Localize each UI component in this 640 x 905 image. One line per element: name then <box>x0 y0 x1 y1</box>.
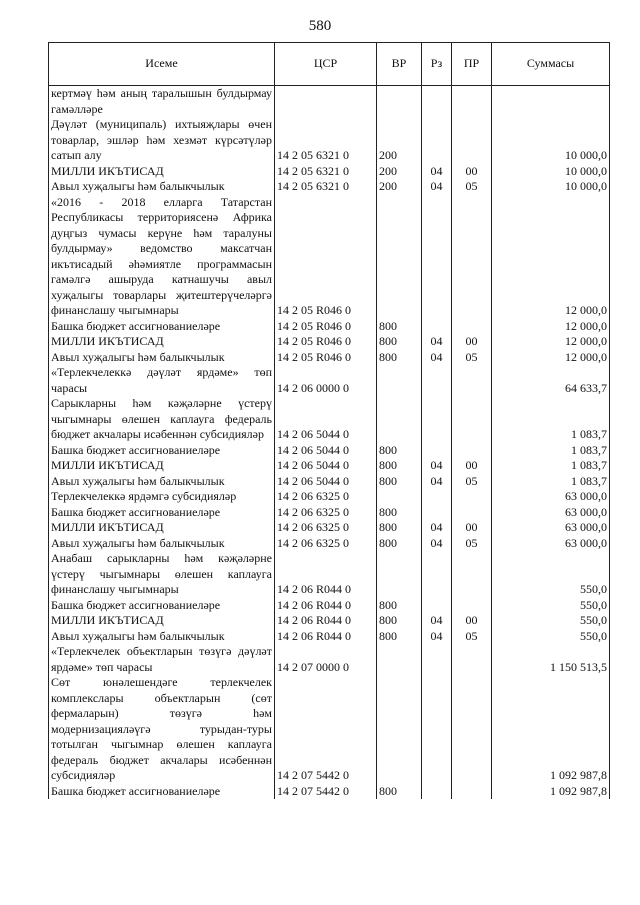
table-row <box>49 86 610 118</box>
cell-code: 14 2 05 R046 0 <box>275 350 377 366</box>
cell-name: Сөт юнәлешендәге терлекчелек комплекслары объектларын (сөт фермаларын) төзүгә һәм модернизацияләүгә турыдан-туры тотылган чыгымнар өлешен каплауга федераль бюджет акчалары исәбеннән субсидияләр <box>49 675 275 784</box>
cell-name: Сарыкларны һәм кәҗәләрне үстерү чыгымнары өлешен каплауга федераль бюджет акчалары исәбеннән субсидияләр <box>49 396 275 443</box>
cell-code: 14 2 05 R046 0 <box>275 195 377 319</box>
table-row <box>49 675 610 784</box>
cell-rz <box>422 365 452 396</box>
cell-vr: 800 <box>377 629 422 645</box>
cell-vr: 800 <box>377 598 422 614</box>
cell-pr <box>452 319 492 335</box>
cell-sum: 63 000,0 <box>492 520 610 536</box>
cell-vr <box>377 396 422 443</box>
cell-sum: 10 000,0 <box>492 117 610 164</box>
cell-vr: 800 <box>377 613 422 629</box>
cell-sum: 1 150 513,5 <box>492 644 610 675</box>
cell-pr <box>452 598 492 614</box>
cell-sum: 12 000,0 <box>492 195 610 319</box>
cell-code: 14 2 06 5044 0 <box>275 396 377 443</box>
table-row <box>49 396 610 443</box>
cell-sum: 63 000,0 <box>492 489 610 505</box>
column-header-pr: ПР <box>452 43 492 86</box>
cell-sum: 63 000,0 <box>492 505 610 521</box>
cell-sum: 12 000,0 <box>492 350 610 366</box>
cell-rz: 04 <box>422 350 452 366</box>
cell-sum: 550,0 <box>492 598 610 614</box>
cell-rz: 04 <box>422 458 452 474</box>
cell-vr: 200 <box>377 117 422 164</box>
cell-vr: 800 <box>377 784 422 800</box>
cell-vr: 800 <box>377 474 422 490</box>
cell-code: 14 2 05 6321 0 <box>275 164 377 180</box>
cell-vr <box>377 489 422 505</box>
cell-rz <box>422 117 452 164</box>
cell-name: «2016 - 2018 елларга Татарстан Республикасы территориясенә Африка дуңгыз чумасы керүне һәм таралуны булдырмау» ведомство максатчан икътисадый әһәмиятле программасын гамәлгә ашыруда катнашучы авыл хуҗалыгы товарлары җитештерүчеләргә финанслашу чыгымнары <box>49 195 275 319</box>
cell-code: 14 2 06 5044 0 <box>275 443 377 459</box>
cell-pr <box>452 551 492 598</box>
cell-pr <box>452 365 492 396</box>
cell-code: 14 2 06 5044 0 <box>275 458 377 474</box>
cell-name: Авыл хуҗалыгы һәм балыкчылык <box>49 179 275 195</box>
cell-pr: 00 <box>452 458 492 474</box>
table-row <box>49 195 610 319</box>
cell-code: 14 2 06 6325 0 <box>275 536 377 552</box>
cell-rz <box>422 551 452 598</box>
cell-name: МИЛЛИ ИКЪТИСАД <box>49 613 275 629</box>
cell-pr <box>452 675 492 784</box>
cell-sum: 550,0 <box>492 551 610 598</box>
table-row <box>49 350 610 366</box>
cell-pr <box>452 396 492 443</box>
column-header-name: Исеме <box>49 43 275 86</box>
cell-pr <box>452 443 492 459</box>
cell-sum: 1 083,7 <box>492 396 610 443</box>
cell-sum: 12 000,0 <box>492 319 610 335</box>
cell-vr: 800 <box>377 505 422 521</box>
cell-code: 14 2 07 0000 0 <box>275 644 377 675</box>
cell-code: 14 2 06 5044 0 <box>275 474 377 490</box>
cell-name: Анабаш сарыкларны һәм кәҗәләрне үстерү чыгымнары өлешен каплауга финанслашу чыгымнары <box>49 551 275 598</box>
table-body <box>49 86 610 800</box>
cell-pr: 05 <box>452 350 492 366</box>
cell-sum: 12 000,0 <box>492 334 610 350</box>
cell-pr <box>452 505 492 521</box>
cell-rz: 04 <box>422 520 452 536</box>
table-row <box>49 365 610 396</box>
cell-vr <box>377 195 422 319</box>
table-row <box>49 179 610 195</box>
cell-code: 14 2 05 R046 0 <box>275 334 377 350</box>
table-row <box>49 334 610 350</box>
cell-name: Башка бюджет ассигнованиеләре <box>49 784 275 800</box>
cell-pr <box>452 489 492 505</box>
cell-code: 14 2 06 R044 0 <box>275 613 377 629</box>
table-row <box>49 784 610 800</box>
table-row <box>49 117 610 164</box>
cell-vr: 800 <box>377 520 422 536</box>
cell-name: «Терлекчелеккә дәүләт ярдәме» төп чарасы <box>49 365 275 396</box>
cell-pr <box>452 117 492 164</box>
cell-sum: 1 083,7 <box>492 474 610 490</box>
cell-sum: 63 000,0 <box>492 536 610 552</box>
cell-pr <box>452 784 492 800</box>
cell-rz <box>422 396 452 443</box>
cell-name: МИЛЛИ ИКЪТИСАД <box>49 334 275 350</box>
cell-sum: 550,0 <box>492 629 610 645</box>
cell-rz: 04 <box>422 164 452 180</box>
cell-rz <box>422 644 452 675</box>
cell-name: МИЛЛИ ИКЪТИСАД <box>49 458 275 474</box>
cell-code: 14 2 07 5442 0 <box>275 784 377 800</box>
cell-code: 14 2 06 R044 0 <box>275 629 377 645</box>
cell-sum: 1 083,7 <box>492 443 610 459</box>
cell-pr: 05 <box>452 536 492 552</box>
cell-vr: 800 <box>377 319 422 335</box>
cell-sum: 10 000,0 <box>492 179 610 195</box>
cell-rz <box>422 443 452 459</box>
table-row <box>49 443 610 459</box>
table-row <box>49 474 610 490</box>
cell-pr: 05 <box>452 629 492 645</box>
table-row <box>49 613 610 629</box>
table-row <box>49 489 610 505</box>
table-row <box>49 629 610 645</box>
cell-name: кертмәү һәм аның таралышын булдырмау гамәлләре <box>49 86 275 118</box>
cell-pr: 00 <box>452 334 492 350</box>
cell-rz: 04 <box>422 613 452 629</box>
cell-rz <box>422 319 452 335</box>
cell-code <box>275 86 377 118</box>
cell-code: 14 2 06 6325 0 <box>275 505 377 521</box>
table-row <box>49 551 610 598</box>
cell-sum: 10 000,0 <box>492 164 610 180</box>
cell-name: МИЛЛИ ИКЪТИСАД <box>49 520 275 536</box>
cell-pr: 00 <box>452 613 492 629</box>
cell-rz <box>422 784 452 800</box>
cell-name: Башка бюджет ассигнованиеләре <box>49 598 275 614</box>
cell-sum <box>492 86 610 118</box>
cell-vr: 800 <box>377 334 422 350</box>
column-header-code: ЦСР <box>275 43 377 86</box>
cell-rz: 04 <box>422 474 452 490</box>
cell-rz <box>422 505 452 521</box>
table-row <box>49 164 610 180</box>
cell-vr <box>377 365 422 396</box>
cell-sum: 64 633,7 <box>492 365 610 396</box>
cell-name: Башка бюджет ассигнованиеләре <box>49 443 275 459</box>
cell-rz <box>422 195 452 319</box>
cell-name: Терлекчелеккә ярдәмгә субсидияләр <box>49 489 275 505</box>
cell-vr: 800 <box>377 458 422 474</box>
table-row <box>49 536 610 552</box>
cell-name: Авыл хуҗалыгы һәм балыкчылык <box>49 536 275 552</box>
cell-sum: 1 092 987,8 <box>492 675 610 784</box>
cell-pr <box>452 86 492 118</box>
cell-code: 14 2 06 0000 0 <box>275 365 377 396</box>
cell-rz: 04 <box>422 334 452 350</box>
cell-vr: 200 <box>377 179 422 195</box>
cell-vr <box>377 551 422 598</box>
table-row <box>49 319 610 335</box>
cell-sum: 1 092 987,8 <box>492 784 610 800</box>
page-number: 580 <box>308 18 332 34</box>
cell-name: Авыл хуҗалыгы һәм балыкчылык <box>49 350 275 366</box>
cell-vr <box>377 86 422 118</box>
cell-name: Дәүләт (муниципаль) ихтыяҗлары өчен товарлар, эшләр һәм хезмәт күрсәтүләр сатып алу <box>49 117 275 164</box>
cell-code: 14 2 06 6325 0 <box>275 520 377 536</box>
table-row <box>49 505 610 521</box>
cell-code: 14 2 06 R044 0 <box>275 551 377 598</box>
cell-pr: 00 <box>452 164 492 180</box>
cell-sum: 1 083,7 <box>492 458 610 474</box>
cell-vr <box>377 644 422 675</box>
cell-code: 14 2 06 6325 0 <box>275 489 377 505</box>
cell-code: 14 2 05 R046 0 <box>275 319 377 335</box>
cell-code: 14 2 06 R044 0 <box>275 598 377 614</box>
cell-rz <box>422 675 452 784</box>
cell-vr: 800 <box>377 350 422 366</box>
cell-vr <box>377 675 422 784</box>
table-row <box>49 598 610 614</box>
column-header-rz: Рз <box>422 43 452 86</box>
cell-name: Башка бюджет ассигнованиеләре <box>49 505 275 521</box>
cell-pr <box>452 644 492 675</box>
cell-rz: 04 <box>422 536 452 552</box>
cell-pr <box>452 195 492 319</box>
cell-vr: 800 <box>377 443 422 459</box>
budget-table <box>48 42 610 799</box>
cell-name: Авыл хуҗалыгы һәм балыкчылык <box>49 629 275 645</box>
cell-pr: 05 <box>452 474 492 490</box>
cell-name: Башка бюджет ассигнованиеләре <box>49 319 275 335</box>
cell-rz <box>422 598 452 614</box>
cell-vr: 800 <box>377 536 422 552</box>
cell-pr: 05 <box>452 179 492 195</box>
cell-vr: 200 <box>377 164 422 180</box>
cell-rz: 04 <box>422 629 452 645</box>
cell-rz <box>422 86 452 118</box>
column-header-vr: ВР <box>377 43 422 86</box>
cell-pr: 00 <box>452 520 492 536</box>
cell-name: «Терлекчелек объектларын төзүгә дәүләт ярдәме» төп чарасы <box>49 644 275 675</box>
column-header-sum: Суммасы <box>492 43 610 86</box>
cell-code: 14 2 05 6321 0 <box>275 179 377 195</box>
table-row <box>49 520 610 536</box>
table-row <box>49 644 610 675</box>
cell-name: Авыл хуҗалыгы һәм балыкчылык <box>49 474 275 490</box>
cell-code: 14 2 05 6321 0 <box>275 117 377 164</box>
cell-rz <box>422 489 452 505</box>
cell-code: 14 2 07 5442 0 <box>275 675 377 784</box>
table-header-row <box>49 43 610 86</box>
cell-sum: 550,0 <box>492 613 610 629</box>
table-row <box>49 458 610 474</box>
cell-name: МИЛЛИ ИКЪТИСАД <box>49 164 275 180</box>
cell-rz: 04 <box>422 179 452 195</box>
